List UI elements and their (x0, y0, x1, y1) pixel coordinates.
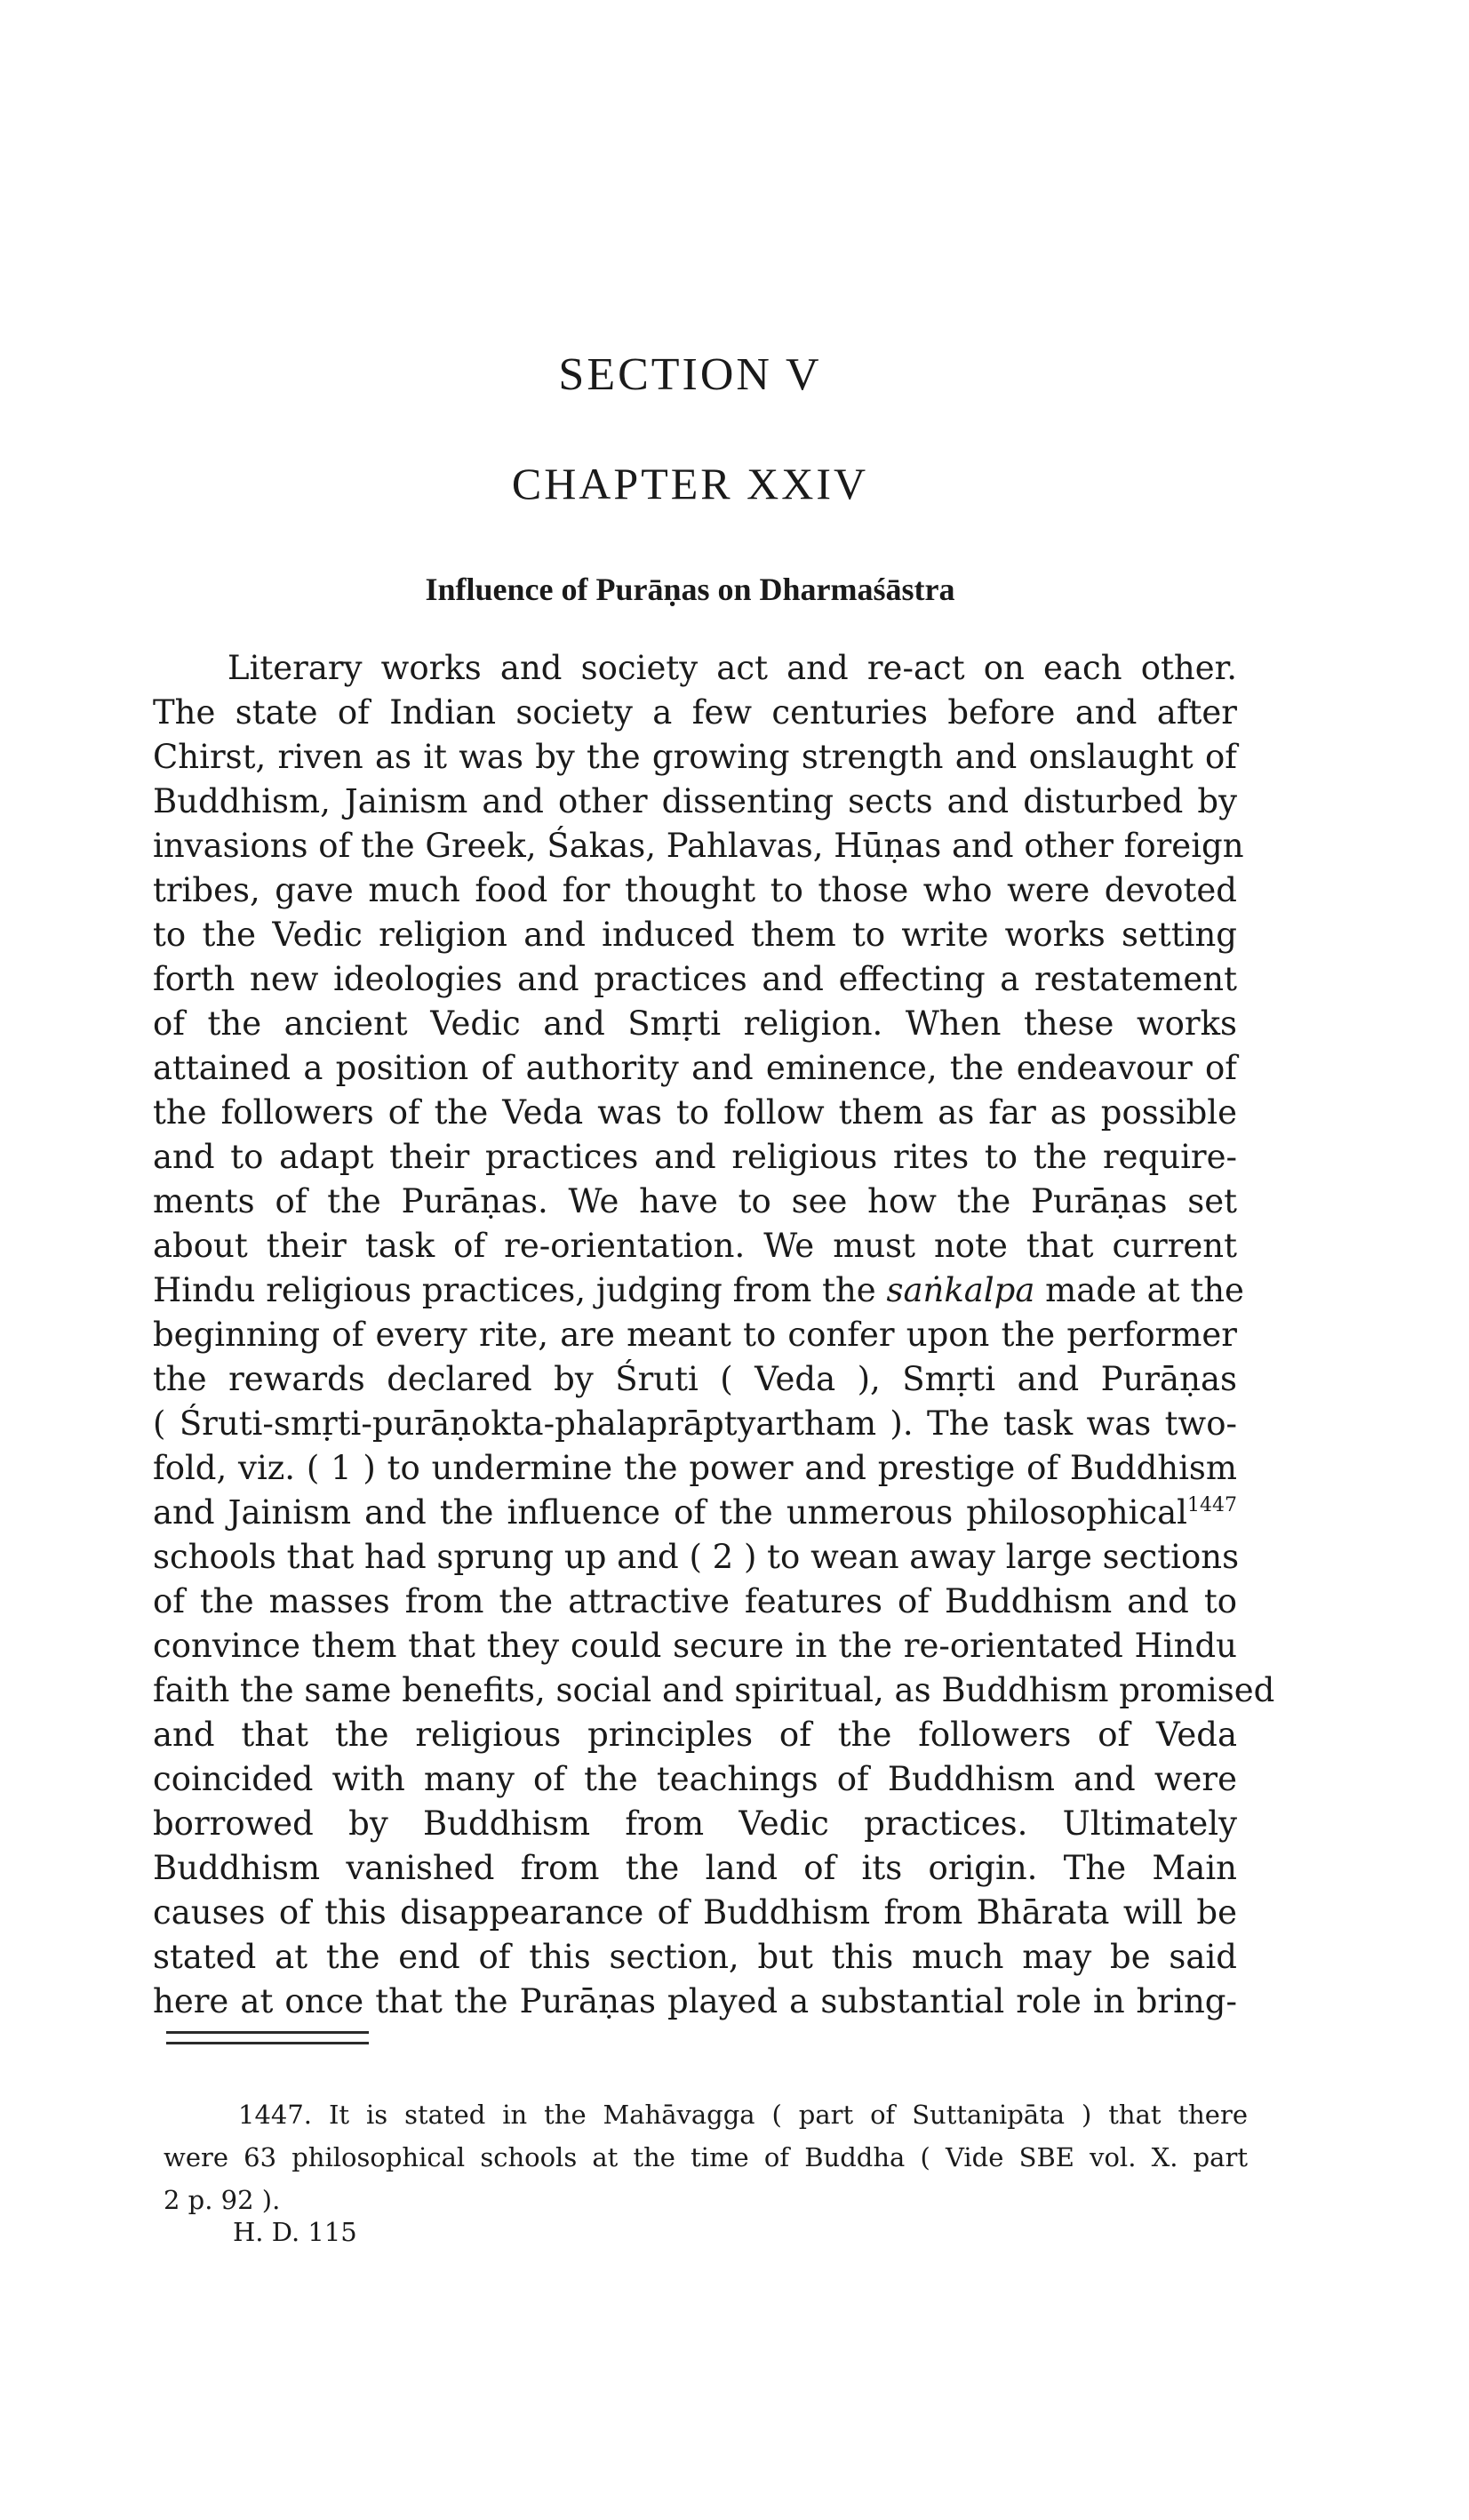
footnote-line: 1447. It is stated in the Mahāvagga ( part of Suttanipāta ) that there (238, 2100, 1248, 2130)
body-line: The state of Indian society a few centuries before and after (153, 693, 1237, 732)
footnote-separator-rule (166, 2042, 369, 2044)
body-line: the rewards declared by Śruti ( Veda ), Smṛti and Purāṇas (153, 1360, 1237, 1398)
body-line: Buddhism vanished from the land of its origin. The Main (153, 1849, 1237, 1887)
body-line: faith the same benefits, social and spiritual, as Buddhism promised (153, 1671, 1275, 1709)
body-line: coincided with many of the teachings of Buddhism and were (153, 1760, 1237, 1798)
body-line: of the masses from the attractive features of Buddhism and to (153, 1582, 1237, 1620)
body-line-with-footnote-ref (153, 1491, 1237, 1535)
body-line: here at once that the Purāṇas played a substantial role in bring- (153, 1982, 1237, 2020)
body-line: schools that had sprung up and ( 2 ) to wean away large sections (153, 1538, 1240, 1576)
body-line-text: and Jainism and the influence of the unmerous philosophical (153, 1493, 1187, 1532)
body-line: forth new ideologies and practices and effecting a restatement (153, 960, 1237, 998)
body-line: invasions of the Greek, Śakas, Pahlavas, Hūṇas and other foreign (153, 827, 1244, 865)
body-line: tribes, gave much food for thought to those who were devoted (153, 871, 1237, 909)
page-signature: H. D. 115 (233, 2217, 357, 2247)
chapter-title: Influence of Purāṇas on Dharmaśāstra (425, 572, 955, 607)
body-paragraph (153, 646, 1275, 2024)
body-line-with-italic (153, 1268, 1244, 1313)
footnote-block (164, 2093, 1248, 2221)
body-line: Literary works and society act and re-act on each other. (228, 649, 1237, 687)
body-line: stated at the end of this section, but this much may be said (153, 1938, 1237, 1976)
body-line: Chirst, riven as it was by the growing strength and onslaught of (153, 738, 1237, 776)
chapter-heading: CHAPTER XXIV (511, 459, 869, 508)
body-line-text: Hindu religious practices, judging from the (153, 1271, 876, 1309)
section-heading: SECTION V (558, 349, 822, 400)
italic-term: saṅkalpa (886, 1271, 1035, 1309)
footnote-line: were 63 philosophical schools at the time of Buddha ( Vide SBE vol. X. part (164, 2142, 1248, 2172)
footnote-separator-rule (166, 2031, 369, 2034)
body-line: of the ancient Vedic and Smṛti religion. When these works (153, 1004, 1237, 1043)
body-line: and that the religious principles of the followers of Veda (153, 1716, 1237, 1754)
body-line: Buddhism, Jainism and other dissenting sects and disturbed by (153, 782, 1237, 820)
body-line: causes of this disappearance of Buddhism from Bhārata will be (153, 1893, 1237, 1932)
body-line: the followers of the Veda was to follow them as far as possible (153, 1093, 1237, 1132)
body-line: borrowed by Buddhism from Vedic practices. Ultimately (153, 1804, 1237, 1843)
body-line: about their task of re-orientation. We must note that current (153, 1227, 1237, 1265)
body-line: beginning of every rite, are meant to confer upon the performer (153, 1316, 1237, 1354)
body-line-tail: made at the (1045, 1271, 1244, 1309)
body-line: ments of the Purāṇas. We have to see how the Purāṇas set (153, 1182, 1237, 1220)
body-line: fold, viz. ( 1 ) to undermine the power and prestige of Buddhism (153, 1449, 1237, 1487)
body-line: convince them that they could secure in the re-orientated Hindu (153, 1627, 1237, 1665)
body-line: ( Śruti-smṛti-purāṇokta-phalaprāptyartham ). The task was two- (153, 1404, 1237, 1443)
body-line: attained a position of authority and eminence, the endeavour of (153, 1049, 1237, 1087)
footnote-line: 2 p. 92 ). (164, 2185, 281, 2215)
footnote-reference[interactable]: 1447 (1187, 1494, 1237, 1516)
body-line: and to adapt their practices and religious rites to the require- (153, 1138, 1237, 1176)
body-line: to the Vedic religion and induced them to write works setting (153, 916, 1237, 954)
